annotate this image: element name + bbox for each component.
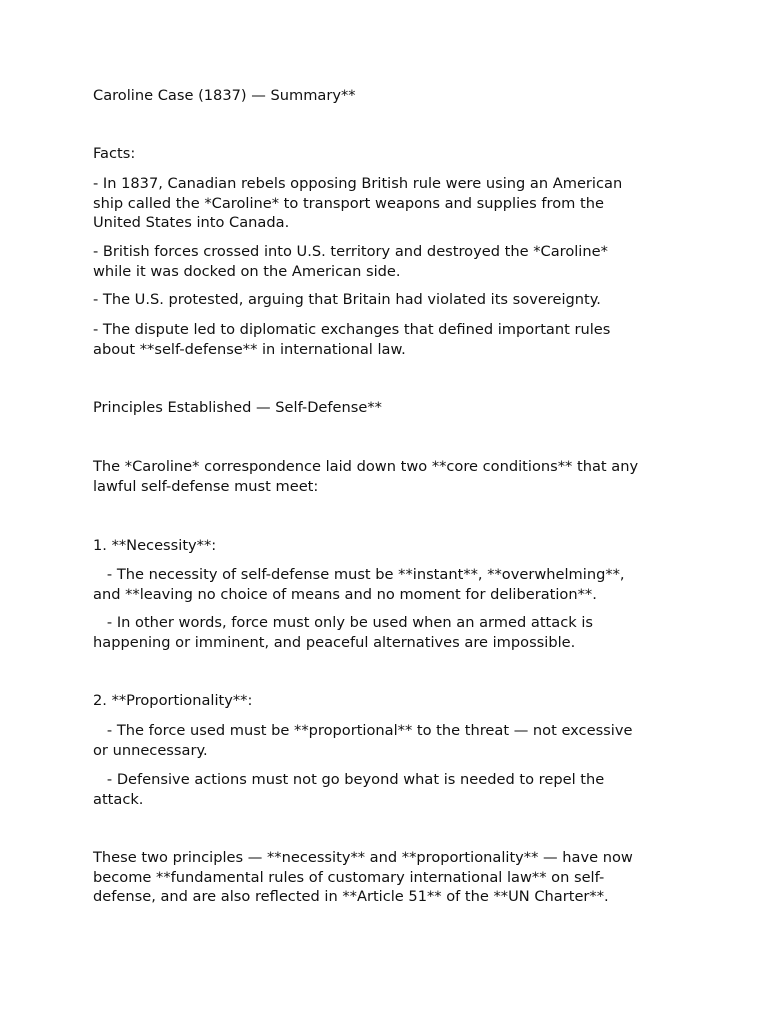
fact-1-line-1: - In 1837, Canadian rebels opposing British rule were using an American <box>93 175 623 192</box>
proportionality-point-2-line-2: attack. <box>93 790 144 808</box>
principles-heading: Principles Established — Self-Defense** <box>93 399 382 416</box>
necessity-point-1-line-2: and **leaving no choice of means and no moment for deliberation**. <box>93 585 597 603</box>
intro-line-1: The *Caroline* correspondence laid down two **core conditions** that any <box>93 458 639 475</box>
conclusion-line-3: defense, and are also reflected in **Article 51** of the **UN Charter**. <box>93 888 609 906</box>
proportionality-point-1-line-2: or unnecessary. <box>93 741 208 759</box>
proportionality-point-2-line-1: - Defensive actions must not go beyond what is needed to repel the <box>93 771 605 788</box>
document-title: Caroline Case (1837) — Summary** <box>93 87 356 104</box>
fact-4-line-1: - The dispute led to diplomatic exchanges that defined important rules <box>93 321 611 338</box>
fact-3-line-1: - The U.S. protested, arguing that Britain had violated its sovereignty. <box>93 291 601 308</box>
conclusion-line-1: These two principles — **necessity** and **proportionality** — have now <box>93 849 633 866</box>
intro-line-2: lawful self-defense must meet: <box>93 477 319 495</box>
necessity-heading: 1. **Necessity**: <box>93 537 217 554</box>
necessity-point-1-line-1: - The necessity of self-defense must be **instant**, **overwhelming**, <box>93 566 625 583</box>
fact-2-line-2: while it was docked on the American side. <box>93 262 401 280</box>
conclusion-line-2: become **fundamental rules of customary international law** on self- <box>93 868 605 886</box>
fact-4-line-2: about **self-defense** in international law. <box>93 340 406 358</box>
fact-1-line-2: ship called the *Caroline* to transport weapons and supplies from the <box>93 194 604 212</box>
proportionality-heading: 2. **Proportionality**: <box>93 692 253 709</box>
facts-heading: Facts: <box>93 145 136 162</box>
necessity-point-2-line-1: - In other words, force must only be used when an armed attack is <box>93 614 593 631</box>
necessity-point-2-line-2: happening or imminent, and peaceful alternatives are impossible. <box>93 633 576 651</box>
proportionality-point-1-line-1: - The force used must be **proportional** to the threat — not excessive <box>93 722 633 739</box>
fact-1-line-3: United States into Canada. <box>93 214 290 232</box>
fact-2-line-1: - British forces crossed into U.S. territory and destroyed the *Caroline* <box>93 243 608 260</box>
